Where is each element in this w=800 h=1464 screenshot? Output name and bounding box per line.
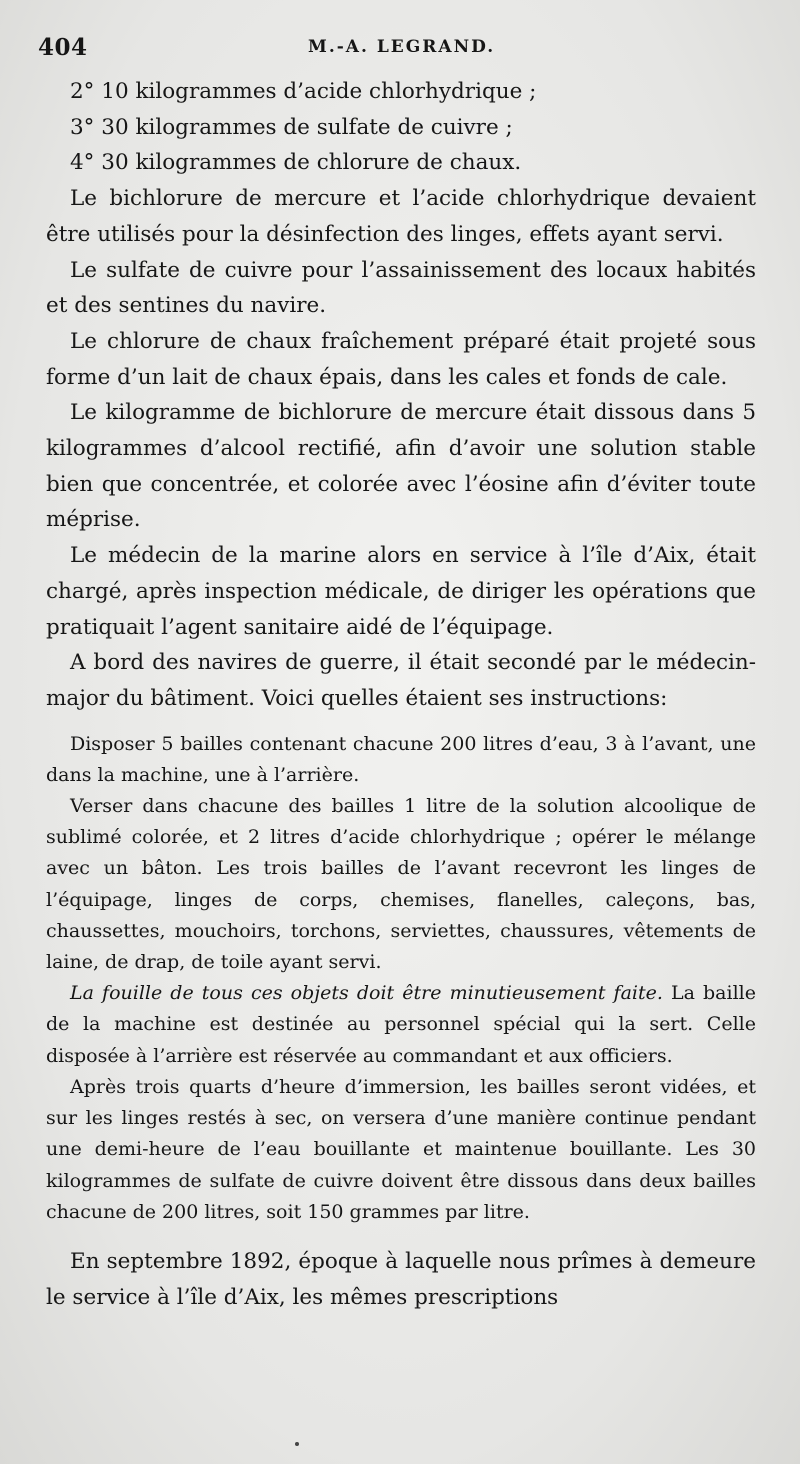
- closing-paragraph: En septembre 1892, époque à laquelle nous prîmes à demeure le service à l’île d’Aix, les mêmes prescriptions: [46, 1248, 756, 1310]
- list-item: 3° 30 kilogrammes de sulfate de cuivre ;: [70, 114, 513, 140]
- list-item: 2° 10 kilogrammes d’acide chlorhydrique ;: [70, 79, 537, 104]
- list-item: 4° 30 kilogrammes de chlorure de chaux.: [70, 150, 522, 176]
- paragraph: Le bichlorure de mercure et l’acide chlorhydrique devaient être utilisés pour la désinfection des linges, effets ayant servi.: [46, 186, 756, 247]
- italic-emphasis: La fouille de tous ces objets doit être minutieusement faite.: [70, 982, 663, 1005]
- page-header: [38, 34, 762, 64]
- paragraph: Le kilogramme de bichlorure de mercure était dissous dans 5 kilogrammes d’alcool rectifié, afin d’avoir une solution stable bien que concentrée, et colorée avec l’éosine afin d’éviter toute méprise.: [46, 400, 756, 533]
- paragraph: A bord des navires de guerre, il était secondé par le médecin-major du bâtiment. Voici quelles étaient ses instructions:: [46, 650, 756, 711]
- ink-speck: [295, 1442, 299, 1446]
- paragraph: Le sulfate de cuivre pour l’assainissement des locaux habités et des sentines du navire.: [46, 257, 756, 319]
- paragraph: Le médecin de la marine alors en service à l’île d’Aix, était chargé, après inspection médicale, de diriger les opérations que pratiquait l’agent sanitaire aidé de l’équipage.: [46, 543, 756, 640]
- running-head: M.-A. LEGRAND.: [308, 37, 496, 57]
- instruction-paragraph: Disposer 5 bailles contenant chacune 200 litres d’eau, 3 à l’avant, une dans la machine, une à l’arrière.: [46, 732, 756, 786]
- instruction-paragraph: [46, 978, 756, 1072]
- instruction-paragraph: Après trois quarts d’heure d’immersion, les bailles seront vidées, et sur les linges restés à sec, on versera d’une manière continue pendant une demi-heure de l’eau bouillante et maintenue bouillante. Les 30 kilogrammes de sulfate de cuivre doivent être dissous dans deux bailles chacune de 200 litres, soit 150 grammes par litre.: [46, 1075, 756, 1223]
- instruction-paragraph: Verser dans chacune des bailles 1 litre de la solution alcoolique de sublimé colorée, et 2 litres d’acide chlorhydrique ; opérer le mélange avec un bâton. Les trois bailles de l’avant recevront les linges de l’équipage, linges de corps, chemises, flanelles, caleçons, bas, chaussettes, mouchoirs, torchons, serviettes, chaussures, vêtements de laine, de drap, de toile ayant servi.: [46, 795, 756, 974]
- paragraph: Le chlorure de chaux fraîchement préparé était projeté sous forme d’un lait de chaux épais, dans les cales et fonds de cale.: [46, 328, 756, 390]
- page-number: 404: [38, 34, 88, 61]
- page-body: [46, 74, 756, 1315]
- instruction-text: La baille de la machine est destinée au personnel spécial qui la sert. Celle disposée à l’arrière est réservée au commandant et aux officiers.: [46, 982, 756, 1067]
- instructions-block: [46, 729, 756, 1228]
